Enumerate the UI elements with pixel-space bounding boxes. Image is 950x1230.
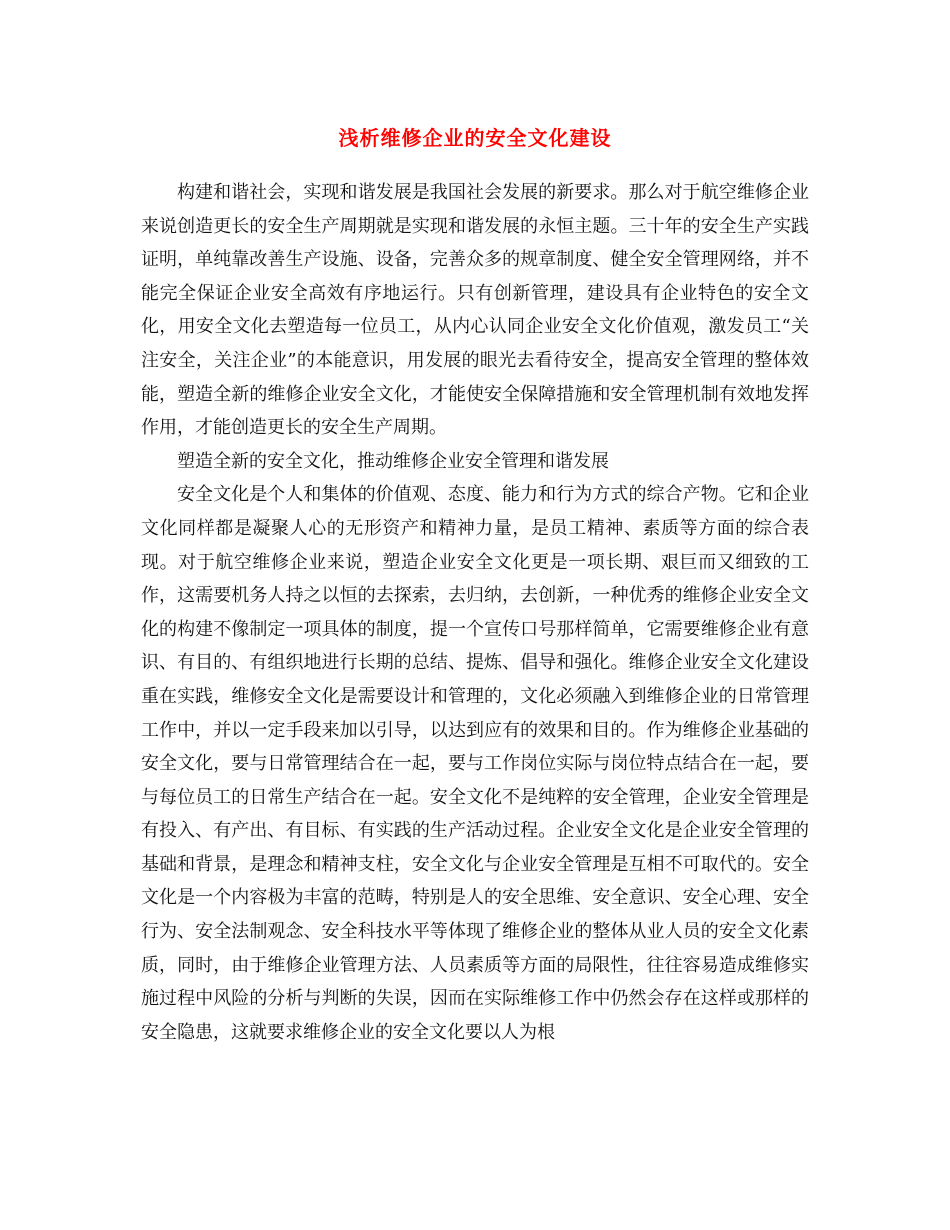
paragraph-intro: 构建和谐社会，实现和谐发展是我国社会发展的新要求。那么对于航空维修企业来说创造更长的安全生产周期就是实现和谐发展的永恒主题。三十年的安全生产实践证明，单纯靠改善生产设施、设备，完善众多的规章制度、健全安全管理网络，并不能完全保证企业安全高效有序地运行。只有创新管理，建设具有企业特色的安全文化，用安全文化去塑造每一位员工，从内心认同企业安全文化价值观，激发员工“关注安全，关注企业”的本能意识，用发展的眼光去看待安全，提高安全管理的整体效能，塑造全新的维修企业安全文化，才能使安全保障措施和安全管理机制有效地发挥作用，才能创造更长的安全生产周期。 xyxy=(141,182,809,439)
document-body xyxy=(141,176,809,1049)
paragraph-safety-culture: 安全文化是个人和集体的价值观、态度、能力和行为方式的综合产物。它和企业文化同样都是凝聚人心的无形资产和精神力量，是员工精神、素质等方面的综合表现。对于航空维修企业来说，塑造企业安全文化更是一项长期、艰巨而又细致的工作，这需要机务人持之以恒的去探索，去归纳，去创新，一种优秀的维修企业安全文化的构建不像制定一项具体的制度，提一个宣传口号那样简单，它需要维修企业有意识、有目的、有组织地进行长期的总结、提炼、倡导和强化。维修企业安全文化建设重在实践，维修安全文化是需要设计和管理的，文化必须融入到维修企业的日常管理工作中，并以一定手段来加以引导，以达到应有的效果和目的。作为维修企业基础的安全文化，要与日常管理结合在一起，要与工作岗位实际与岗位特点结合在一起，要与每位员工的日常生产结合在一起。安全文化不是纯粹的安全管理，企业安全管理是有投入、有产出、有目标、有实践的生产活动过程。企业安全文化是企业安全管理的基础和背景，是理念和精神支柱，安全文化与企业安全管理是互相不可取代的。安全文化是一个内容极为丰富的范畴，特别是人的安全思维、安全意识、安全心理、安全行为、安全法制观念、安全科技水平等体现了维修企业的整体从业人员的安全文化素质，同时，由于维修企业管理方法、人员素质等方面的局限性，往往容易造成维修实施过程中风险的分析与判断的失误，因而在实际维修工作中仍然会存在这样或那样的安全隐患，这就要求维修企业的安全文化要以人为根 xyxy=(141,484,809,1043)
page-title: 浅析维修企业的安全文化建设 xyxy=(338,126,612,150)
section-heading: 塑造全新的安全文化，推动维修企业安全管理和谐发展 xyxy=(177,450,609,472)
